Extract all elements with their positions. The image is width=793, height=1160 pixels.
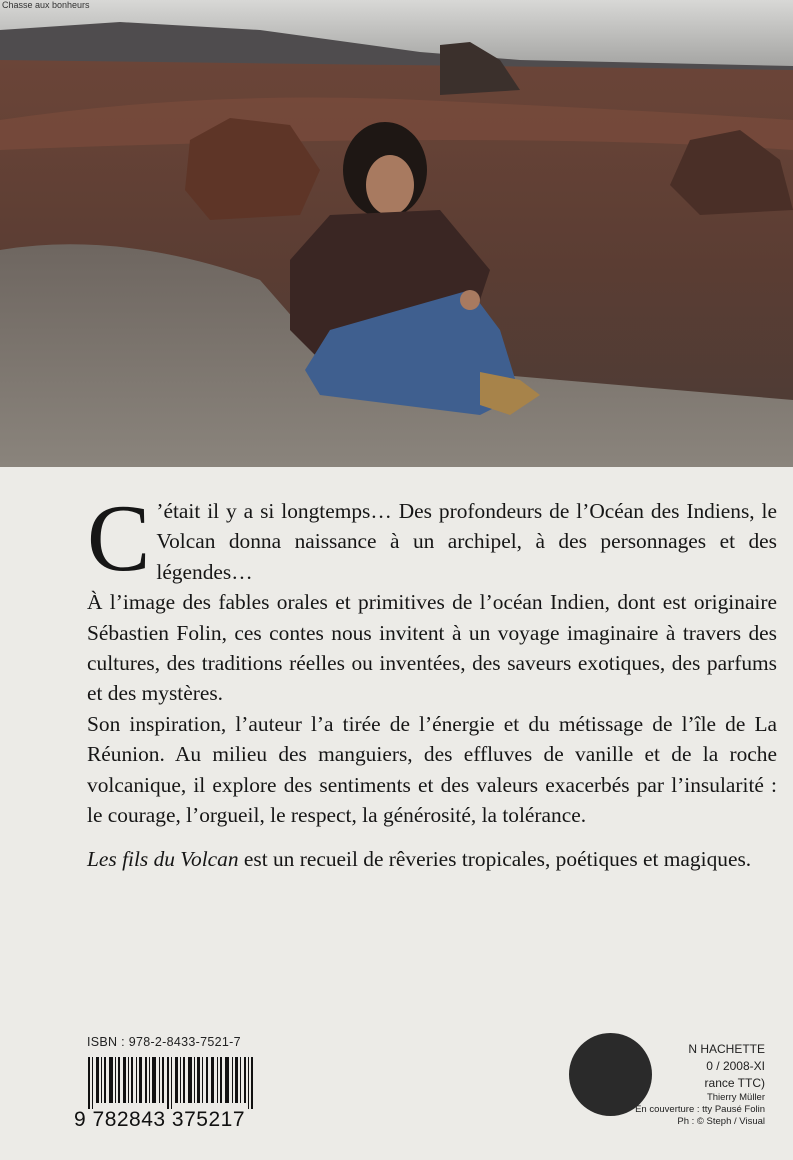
drop-cap-letter: C (87, 485, 151, 591)
blurb-paragraph-2: À l’image des fables orales et primitives de l’océan Indien, dont est originaire Sébastien Folin, ces contes nous invitent à un voyage imaginaire à travers des cultures, des traditions réelles ou inventées, des saveurs exotiques, des parfums et des mystères. (87, 590, 777, 706)
publisher-line-3: rance TTC) (704, 1076, 765, 1090)
blurb-paragraph-1-text: ’était il y a si longtemps… Des profondeurs de l’Océan des Indiens, le Volcan donna naissance à un archipel, à des personnages et des légendes… (156, 499, 777, 584)
price-sticker-dot (569, 1033, 652, 1116)
blurb-paragraph-1 (87, 485, 777, 591)
publisher-line-6: Ph : © Steph / Visual (677, 1116, 765, 1127)
blurb-paragraph-4-text: est un recueil de rêveries tropicales, poétiques et magiques. (238, 847, 752, 872)
book-title-italic: Les fils du Volcan (87, 847, 239, 872)
publisher-line-1: N HACHETTE (688, 1042, 765, 1056)
barcode (88, 1057, 253, 1109)
back-cover-blurb (87, 485, 777, 875)
watermark-label: Chasse aux bonheurs (2, 0, 90, 10)
volcanic-landscape-photo (0, 0, 793, 467)
blurb-paragraph-3: Son inspiration, l’auteur l’a tirée de l’énergie et du métissage de l’île de La Réunion. Au milieu des manguiers, des effluves de vanille et de la roche volcanique, il explore des sentiments et des valeurs exacerbés par l’insularité : le courage, l’orgueil, le respect, la générosité, la tolérance. (87, 711, 777, 828)
blurb-paragraph-4 (87, 844, 777, 874)
publisher-line-4: Thierry Müller (706, 1092, 765, 1103)
publisher-line-2: 0 / 2008-XI (706, 1059, 765, 1073)
publisher-line-5: En couverture : tty Pausé Folin (635, 1104, 765, 1115)
barcode-digits: 9 782843 375217 (74, 1108, 245, 1131)
isbn-label: ISBN : 978-2-8433-7521-7 (87, 1035, 241, 1049)
author-photo (0, 0, 793, 467)
